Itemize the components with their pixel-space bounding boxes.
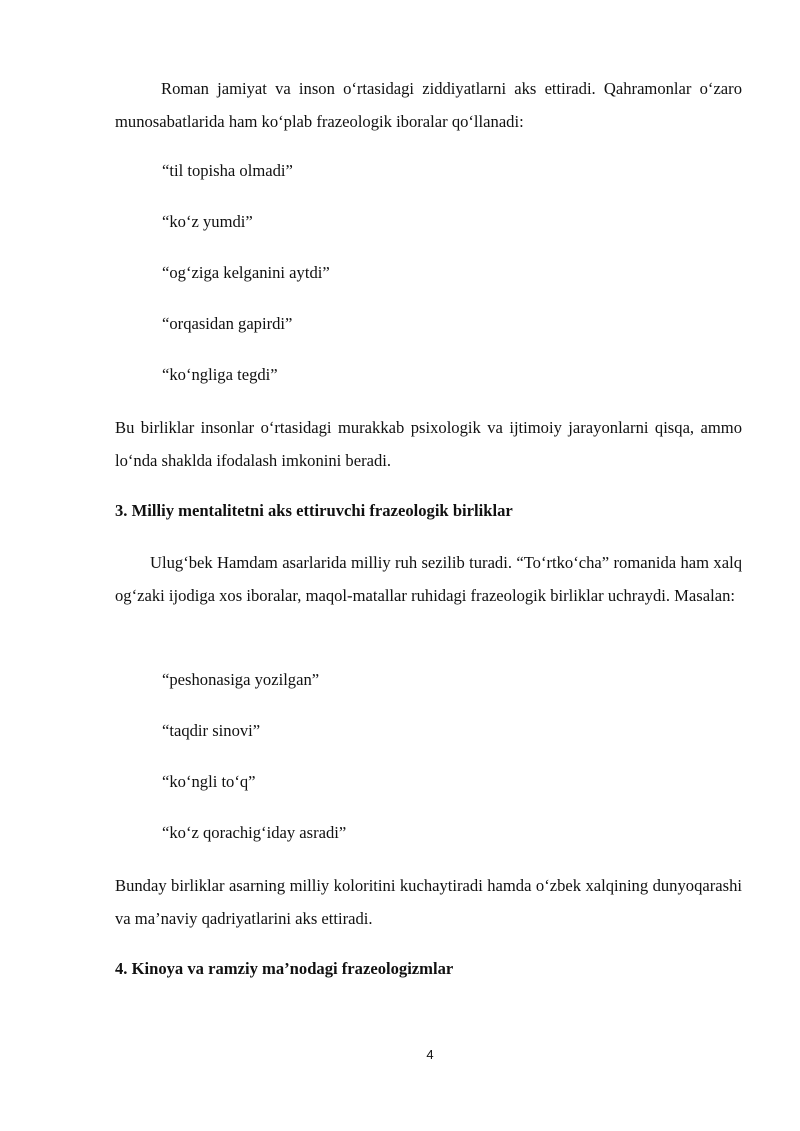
section-heading-3: 3. Milliy mentalitetni aks ettiruvchi frazeologik birliklar [115, 501, 513, 520]
example-phrase-2: “ko‘z yumdi” [162, 212, 253, 231]
example-phrase-9: “ko‘z qorachig‘iday asradi” [162, 823, 347, 842]
paragraph-summary-1: Bu birliklar insonlar o‘rtasidagi murakkab psixologik va ijtimoiy jarayonlarni qisqa, ammo lo‘nda shaklda ifodalash imkonini beradi. [115, 418, 742, 470]
section-heading-4: 4. Kinoya va ramziy ma’nodagi frazeologizmlar [115, 959, 454, 978]
example-phrase-1: “til topisha olmadi” [162, 161, 293, 180]
paragraph-summary-2: Bunday birliklar asarning milliy koloritini kuchaytiradi hamda o‘zbek xalqining dunyoqarashi va ma’naviy qadriyatlarini aks ettiradi. [115, 876, 742, 928]
example-phrase-7: “taqdir sinovi” [162, 721, 261, 740]
example-phrase-8: “ko‘ngli to‘q” [162, 772, 256, 791]
paragraph-intro: Roman jamiyat va inson o‘rtasidagi ziddiyatlarni aks ettiradi. Qahramonlar o‘zaro munosabatlarida ham ko‘plab frazeologik iboralar qo‘llanadi: [115, 79, 742, 131]
paragraph-section-3: Ulug‘bek Hamdam asarlarida milliy ruh sezilib turadi. “To‘rtko‘cha” romanida ham xalq og‘zaki ijodiga xos iboralar, maqol-matallar ruhidagi frazeologik birliklar uchraydi. Masalan: [115, 553, 742, 605]
page-number: 4 [426, 1047, 434, 1062]
example-phrase-5: “ko‘ngliga tegdi” [162, 365, 278, 384]
example-phrase-3: “og‘ziga kelganini aytdi” [162, 263, 330, 282]
example-phrase-6: “peshonasiga yozilgan” [162, 670, 320, 689]
example-phrase-4: “orqasidan gapirdi” [162, 314, 293, 333]
